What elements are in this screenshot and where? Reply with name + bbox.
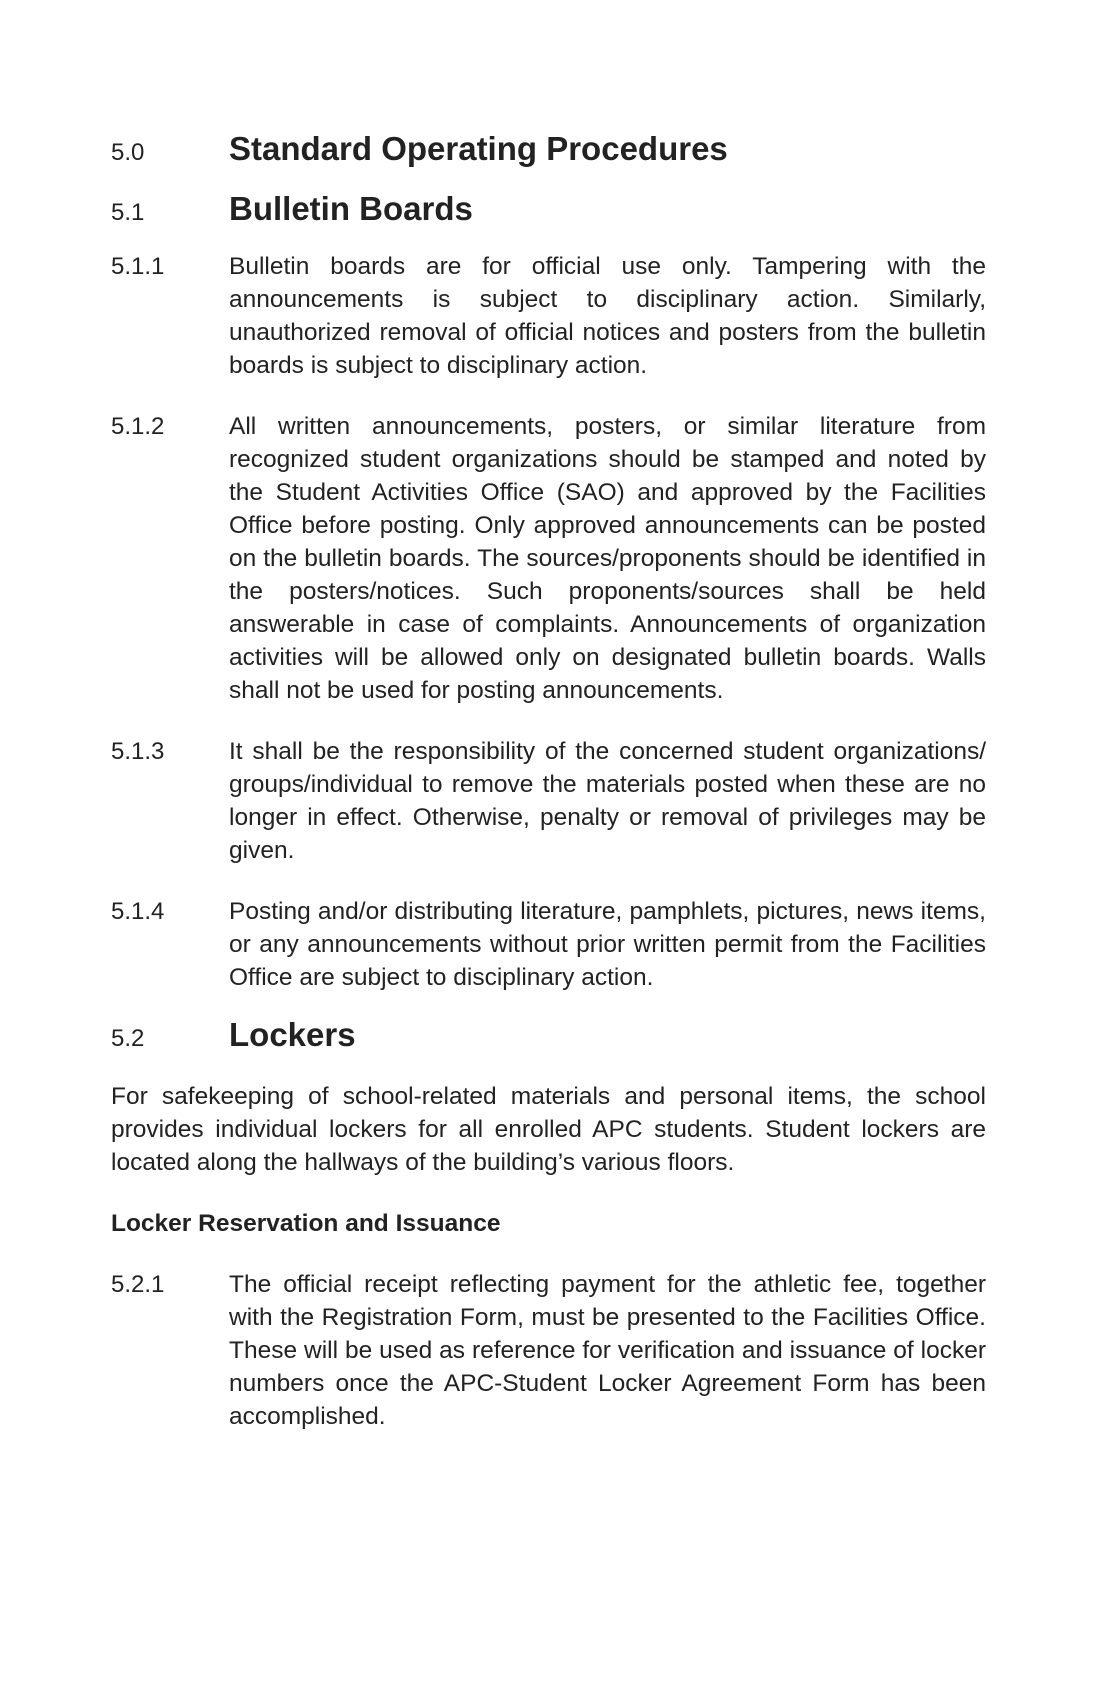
locker-reservation-subheading: Locker Reservation and Issuance <box>111 1210 501 1237</box>
clause-text: It shall be the responsibility of the concerned student organizations/ groups/individual to remove the materials posted when these are no longer in effect. Otherwise, penalty or removal of privileges may be given. <box>229 738 986 864</box>
section-number: 5.1 <box>111 199 145 226</box>
section-number: 5.2 <box>111 1025 145 1052</box>
document-page <box>111 130 986 1433</box>
clause-text: All written announcements, posters, or similar literature from recognized student organizations should be stamped and noted by the Student Activities Office (SAO) and approved by the Facilities Office before posting. Only approved announcements can be posted on the bulletin boards. The sources/proponents should be identified in the posters/notices. Such proponents/sources shall be held answerable in case of complaints. Announcements of organization activities will be allowed only on designated bulletin boards. Walls shall not be used for posting announcements. <box>229 413 986 704</box>
clause-number: 5.1.2 <box>111 413 165 440</box>
clause-5-1-3 <box>111 735 986 867</box>
clause-5-1-2 <box>111 410 986 707</box>
clause-5-1-4 <box>111 895 986 994</box>
clause-text: The official receipt reflecting payment for the athletic fee, together with the Registration Form, must be presented to the Facilities Office. These will be used as reference for verification and issuance of locker numbers once the APC-Student Locker Agreement Form has been accomplished. <box>229 1271 986 1430</box>
clause-5-1-1 <box>111 250 986 382</box>
section-heading-5-0 <box>111 130 986 168</box>
clause-text: Posting and/or distributing literature, pamphlets, pictures, news items, or any announcements without prior written permit from the Facilities Office are subject to disciplinary action. <box>229 898 986 991</box>
clause-number: 5.1.1 <box>111 253 165 280</box>
clause-number: 5.2.1 <box>111 1271 165 1298</box>
clause-number: 5.1.3 <box>111 738 165 765</box>
section-title: Bulletin Boards <box>229 190 473 227</box>
section-title: Lockers <box>229 1016 356 1053</box>
section-heading-5-2 <box>111 1016 986 1054</box>
clause-number: 5.1.4 <box>111 898 165 925</box>
lockers-intro-paragraph: For safekeeping of school-related materials and personal items, the school provides individual lockers for all enrolled APC students. Student lockers are located along the hallways of the building’s various floors. <box>111 1083 986 1176</box>
clause-text: Bulletin boards are for official use only. Tampering with the announcements is subject to disciplinary action. Similarly, unauthorized removal of official notices and posters from the bulletin boards is subject to disciplinary action. <box>229 253 986 379</box>
clause-5-2-1 <box>111 1268 986 1433</box>
section-heading-5-1 <box>111 190 986 228</box>
section-number: 5.0 <box>111 139 145 166</box>
section-title: Standard Operating Procedures <box>229 130 728 167</box>
